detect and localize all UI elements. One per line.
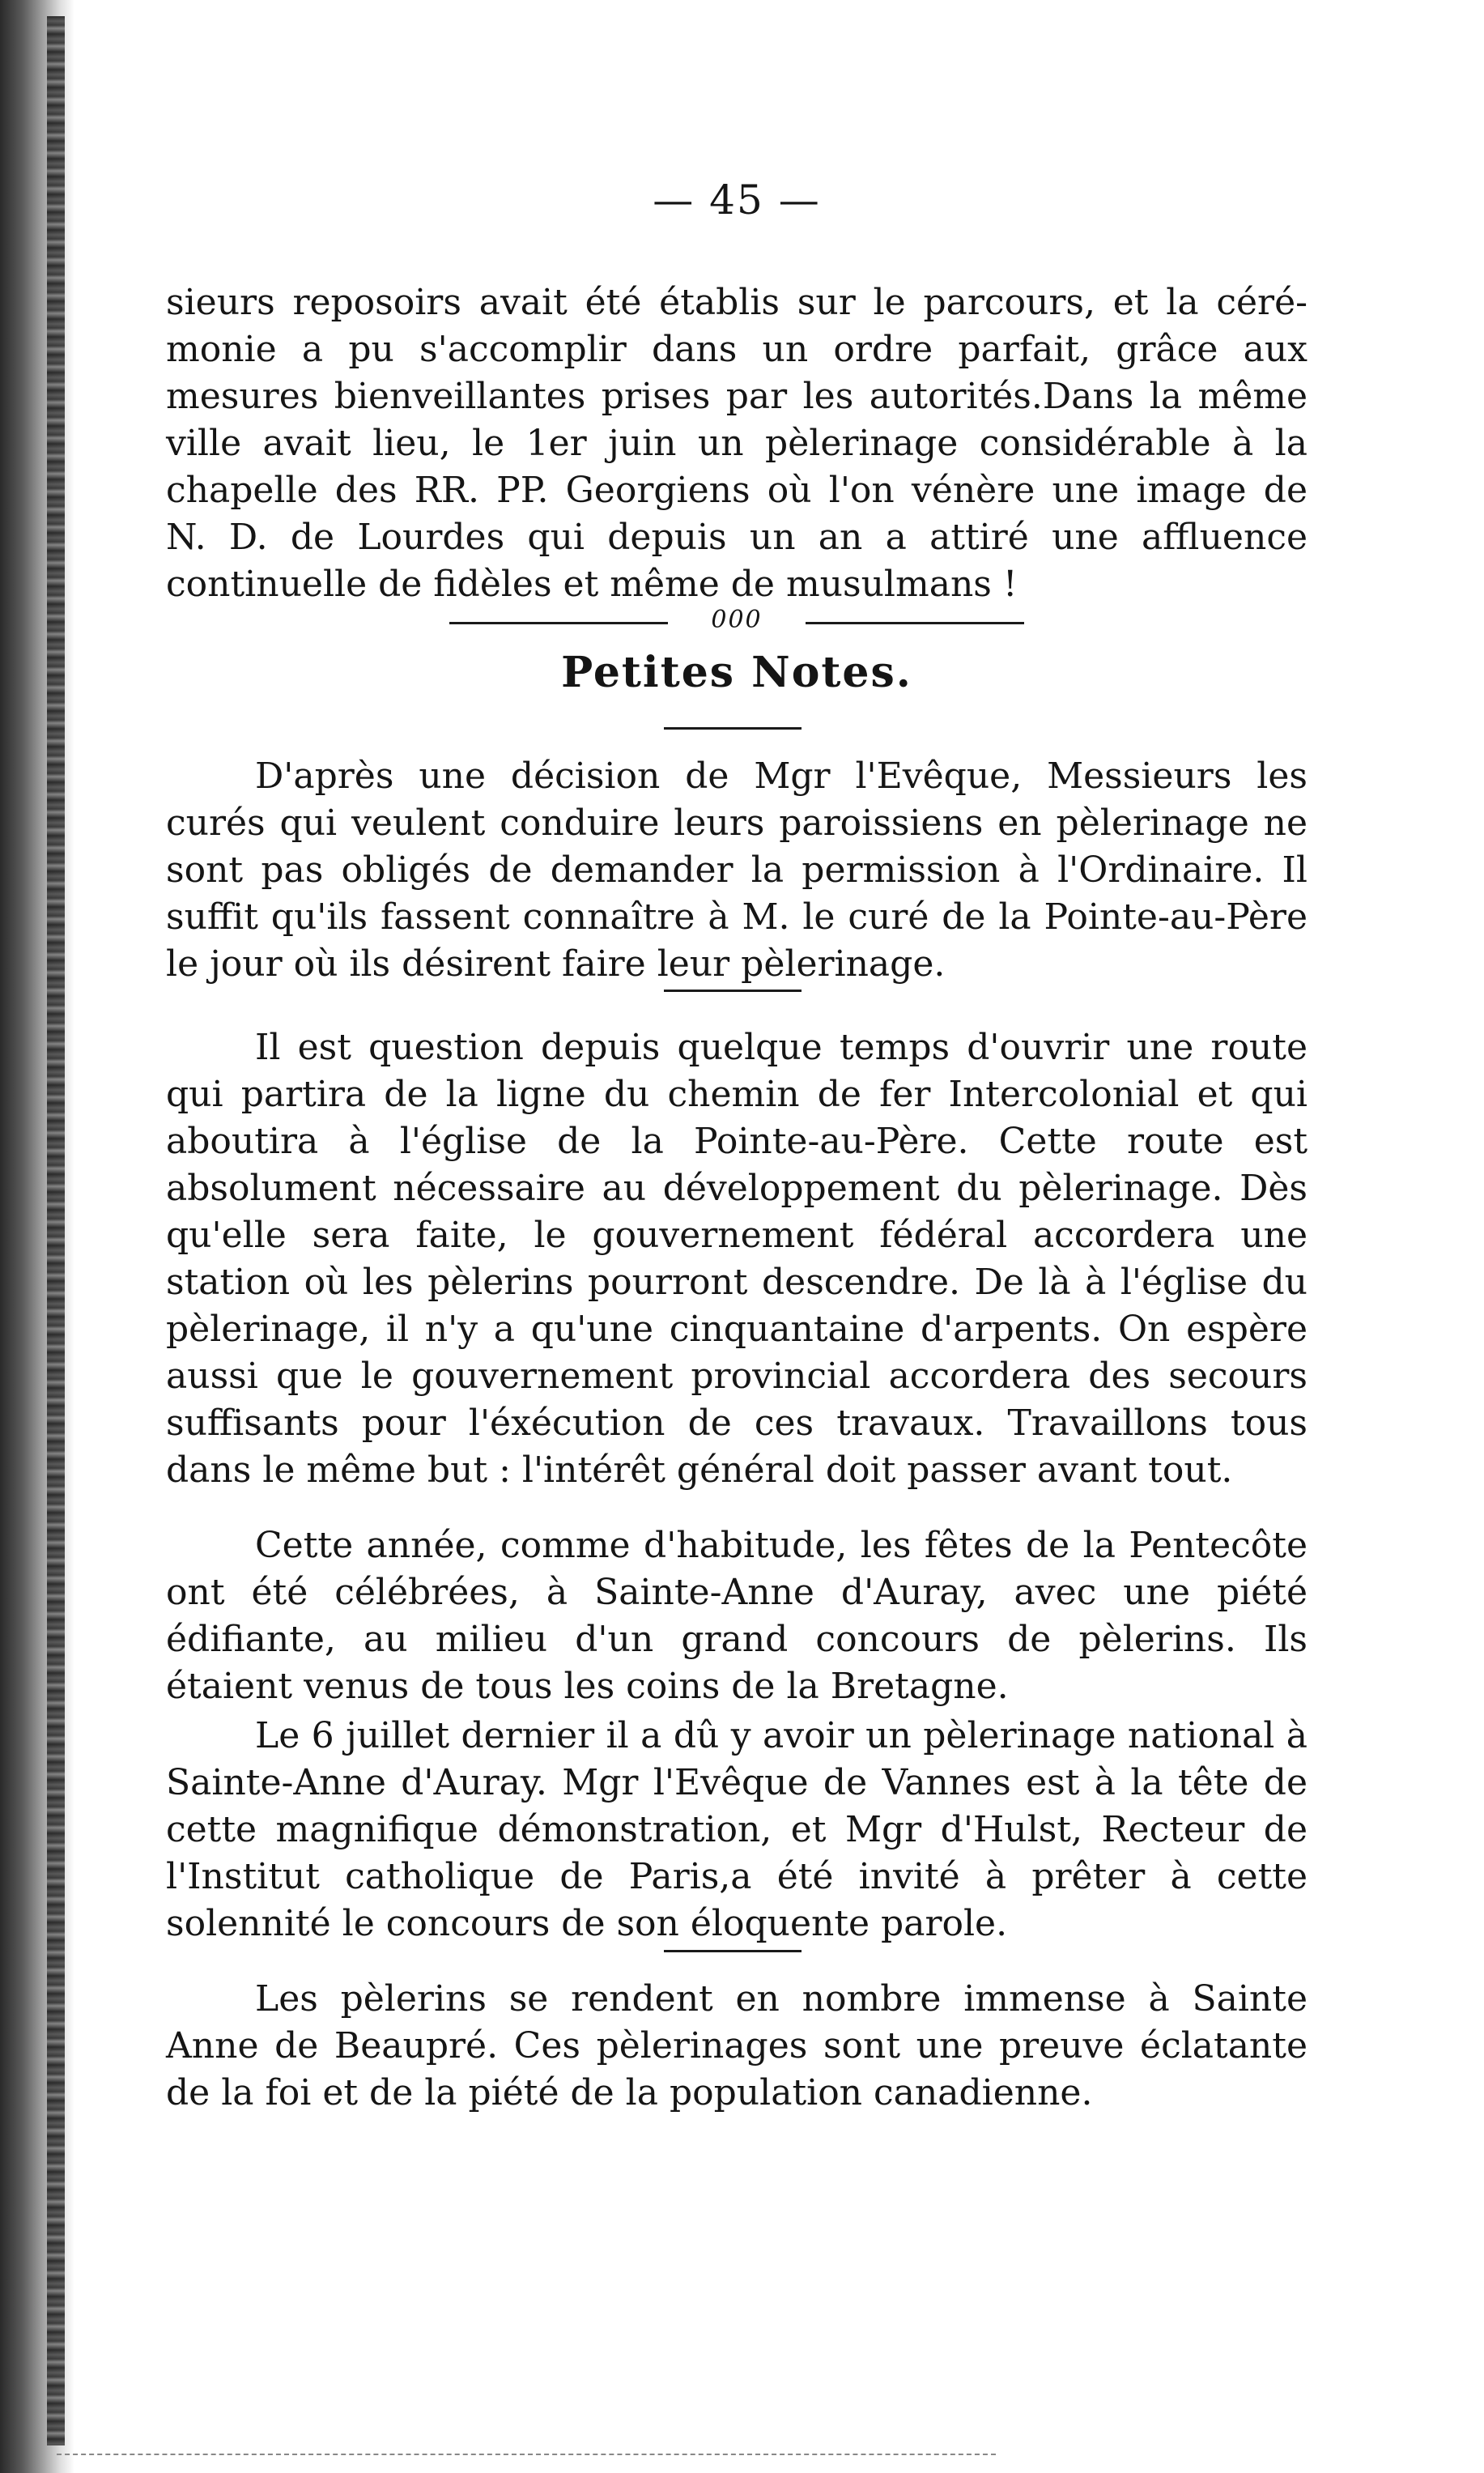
document-page (166, 0, 1308, 2473)
short-rule (664, 990, 802, 992)
page-number: — 45 — (653, 177, 821, 223)
text-line: monie a pu s'accomplir dans un ordre parfait, grâce aux (166, 329, 1308, 370)
note-text: D'après une décision de Mgr l'Evêque, Messieurs les curés qui veulent conduire leurs paroissiens en pèlerinage ne sont pas obligés de demander la permission à l'Ordinaire. Il suffit qu'ils fassent connaître à M. le curé de la Pointe-au-Père le jour où ils désirent faire leur pèlerinage. (166, 756, 1308, 985)
note-paragraph-3 (166, 1522, 1308, 1710)
text-line: mesures bienveillantes prises par les autorités.Dans la même (166, 376, 1308, 417)
scan-artifact (57, 2454, 996, 2455)
text-line: N. D. de Lourdes qui depuis un an a attiré une affluence (166, 517, 1308, 558)
note-text: Le 6 juillet dernier il a dû y avoir un pèlerinage national à Sainte-Anne d'Auray. Mgr l'Evêque de Vannes est à la tête de cette magnifique démonstration, et Mgr d'Hulst, Recteur de l'Institut catholique de Paris,a été invité à prêter à cette solennité le concours de son éloquente parole. (166, 1715, 1308, 1944)
text-line: ville avait lieu, le 1er juin un pèlerinage considérable à la (166, 423, 1308, 464)
short-rule (664, 727, 802, 730)
continued-paragraph (166, 279, 1308, 608)
note-text: Les pèlerins se rendent en nombre immense à Sainte Anne de Beaupré. Ces pèlerinages sont une preuve éclatante de la foi et de la piété de la population canadienne. (166, 1978, 1308, 2113)
text-line: chapelle des RR. PP. Georgiens où l'on vénère une image de (166, 470, 1308, 511)
separator-ooo: 000 (711, 606, 763, 634)
section-heading: Petites Notes. (561, 648, 912, 697)
note-paragraph-4 (166, 1713, 1308, 1947)
note-paragraph-5 (166, 1976, 1308, 2117)
note-paragraph-2 (166, 1024, 1308, 1494)
note-text: Cette année, comme d'habitude, les fêtes de la Pentecôte ont été célébrées, à Sainte-Anne d'Auray, avec une piété édifiante, au milieu d'un grand concours de pèlerins. Ils étaient venus de tous les coins de la Bretagne. (166, 1525, 1308, 1707)
binding-edge (47, 16, 65, 2445)
note-text: Il est question depuis quelque temps d'ouvrir une route qui partira de la ligne du chemin de fer Intercolonial et qui aboutira à l'église de la Pointe-au-Père. Cette route est absolument nécessaire au développement du pèlerinage. Dès qu'elle sera faite, le gouvernement fédéral accordera une station où les pèlerins pourront descendre. De là à l'église du pèlerinage, il n'y a qu'une cinquantaine d'arpents. On espère aussi que le gouvernement provincial accordera des secours suffisants pour l'éxécution de ces travaux. Travaillons tous dans le même but : l'intérêt général doit passer avant tout. (166, 1027, 1308, 1491)
text-line: continuelle de fidèles et même de musulmans ! (166, 564, 1018, 605)
separator-line-right (806, 622, 1024, 624)
short-rule (664, 1950, 802, 1952)
note-paragraph-1 (166, 753, 1308, 988)
text-line: sieurs reposoirs avait été établis sur le parcours, et la céré- (166, 282, 1308, 323)
